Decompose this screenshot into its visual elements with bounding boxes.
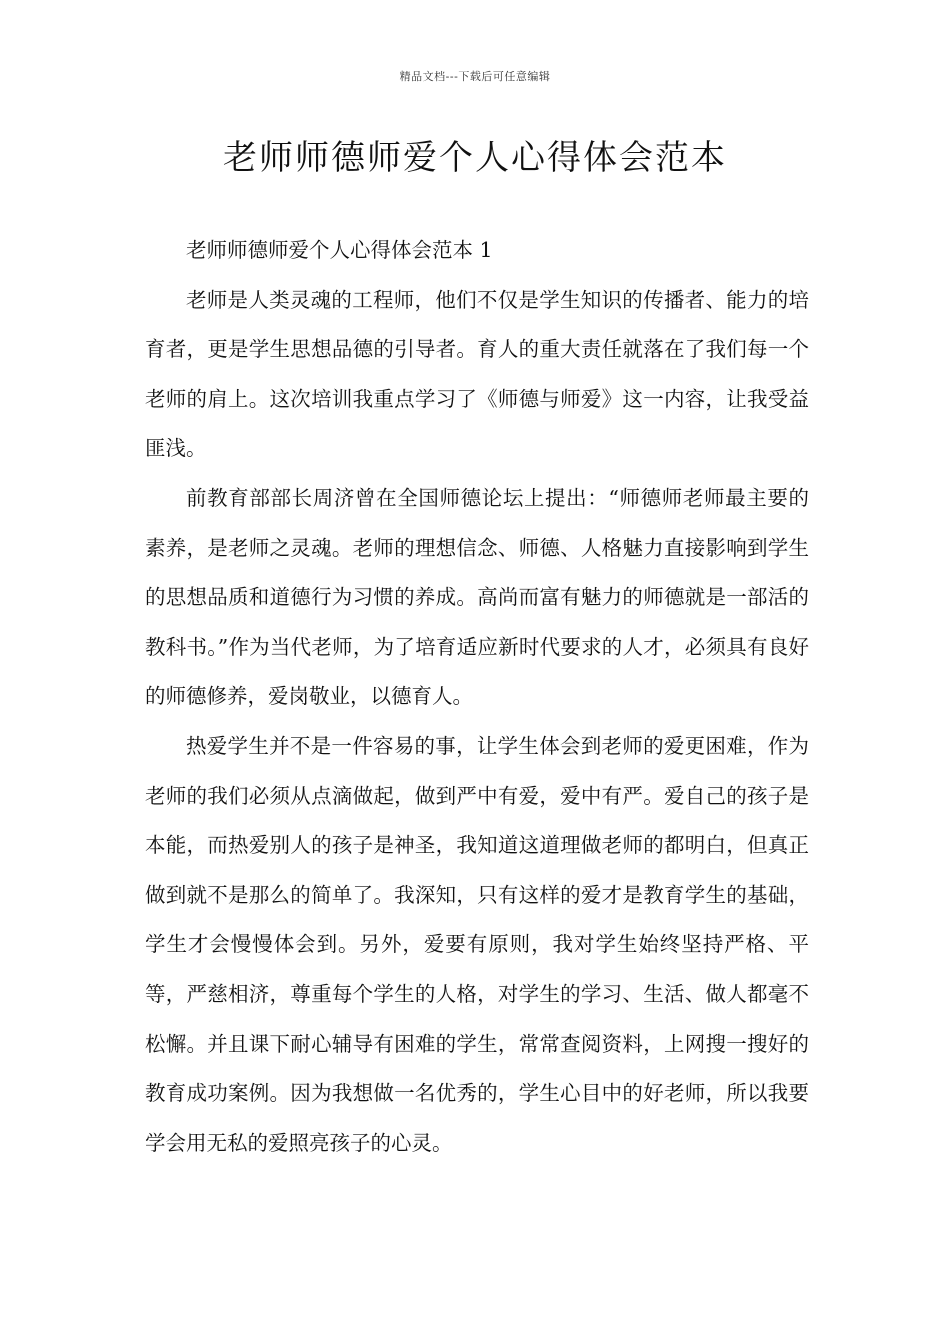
document-title: 老师师德师爱个人心得体会范本 (223, 138, 727, 178)
paragraph: 热爱学生并不是一件容易的事，让学生体会到老师的爱更困难，作为老师的我们必须从点滴做起，做到严中有爱，爱中有严。爱自己的孩子是本能，而热爱别人的孩子是神圣，我知道这道理做老师的都明白，但真正做到就不是那么的简单了。我深知，只有这样的爱才是教育学生的基础，学生才会慢慢体会到。另外，爱要有原则，我对学生始终坚持严格、平等，严慈相济，尊重每个学生的人格，对学生的学习、生活、做人都毫不松懈。并且课下耐心辅导有困难的学生，常常查阅资料，上网搜一搜好的教育成功案例。因为我想做一名优秀的，学生心目中的好老师，所以我要学会用无私的爱照亮孩子的心灵。 (145, 733, 809, 1155)
paragraph: 老师是人类灵魂的工程师，他们不仅是学生知识的传播者、能力的培育者，更是学生思想品德的引导者。育人的重大责任就落在了我们每一个老师的肩上。这次培训我重点学习了《师德与师爱》这一内容，让我受益匪浅。 (145, 287, 809, 461)
section-heading: 老师师德师爱个人心得体会范本 1 (186, 238, 493, 262)
document-body (145, 226, 809, 1168)
header-note: 精品文档---下载后可任意编辑 (399, 70, 551, 83)
paragraph: 前教育部部长周济曾在全国师德论坛上提出：“师德师老师最主要的素养，是老师之灵魂。老师的理想信念、师德、人格魅力直接影响到学生的思想品质和道德行为习惯的养成。高尚而富有魅力的师德就是一部活的教科书。”作为当代老师，为了培育适应新时代要求的人才，必须具有良好的师德修养，爱岗敬业，以德育人。 (145, 485, 809, 709)
